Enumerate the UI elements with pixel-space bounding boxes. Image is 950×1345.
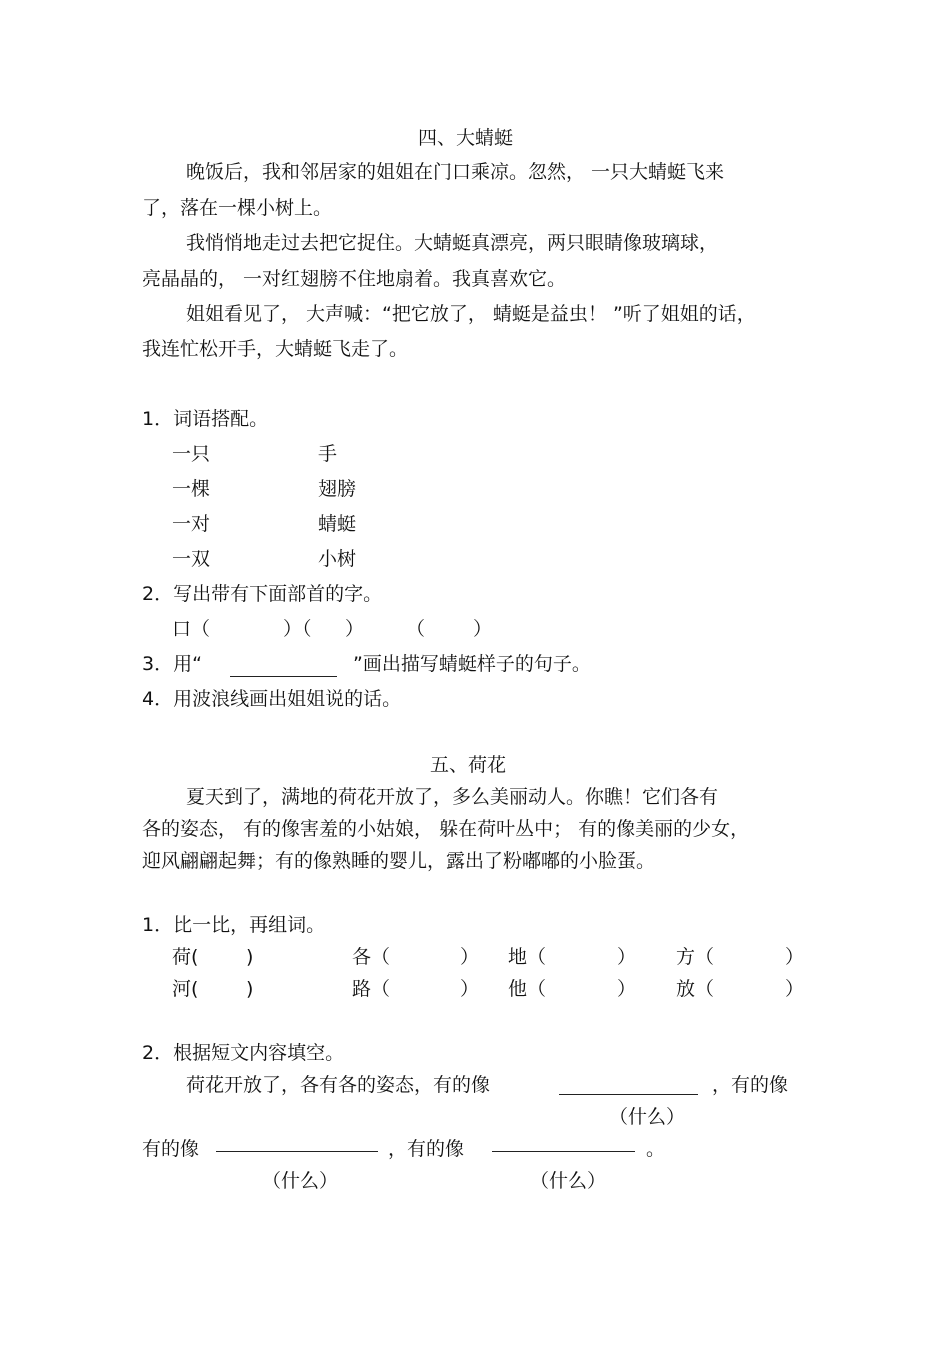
p4-q2-paren-3: （ (406, 618, 426, 640)
p5-q2-label: 2．根据短文内容填空。 (142, 1042, 345, 1064)
p4-q1-left-4: 一双 (172, 548, 211, 570)
p5-q2-hint-3: （什么） (530, 1170, 607, 1192)
p5-q1-r2-c4-close: ） (785, 978, 805, 1000)
p5-q2-blank-2[interactable] (216, 1151, 378, 1152)
p4-q1-label: 1．词语搭配。 (142, 408, 269, 430)
p4-q1-right-4: 小树 (318, 548, 357, 570)
passage4-line-4: 亮晶晶的， 一对红翅膀不住地扇着。我真喜欢它。 (142, 268, 567, 290)
passage5-line-1: 夏天到了，满地的荷花开放了，多么美丽动人。你瞧！它们各有 (186, 786, 719, 808)
p5-q1-label: 1．比一比，再组词。 (142, 914, 326, 936)
p4-q1-right-3: 蜻蜓 (318, 513, 357, 535)
p5-q1-r1-c3-open: 地（ (508, 946, 547, 968)
p4-q1-right-2: 翅膀 (318, 478, 357, 500)
p5-q2-hint-2: （什么） (262, 1170, 339, 1192)
passage4-line-3: 我悄悄地走过去把它捉住。大蜻蜓真漂亮，两只眼睛像玻璃球， (186, 232, 719, 254)
p5-q1-r2-c3-close: ） (617, 978, 637, 1000)
p5-q1-r2-c1-open: 河( (172, 978, 199, 1000)
p5-q1-r1-c2-close: ） (460, 946, 480, 968)
p5-q2-blank-3[interactable] (492, 1151, 635, 1152)
p5-q2-line2-c: 。 (646, 1138, 666, 1160)
p4-q3-label-b: ”画出描写蜻蜓样子的句子。 (353, 653, 591, 675)
passage5-title: 五、荷花 (430, 754, 507, 776)
p4-q2-paren-1: ）（ (283, 618, 312, 640)
p4-q2-paren-2: ） (345, 618, 365, 640)
p5-q1-r1-c3-close: ） (617, 946, 637, 968)
p5-q2-line1-b: ，有的像 (712, 1074, 789, 1096)
p5-q1-r1-c4-open: 方（ (676, 946, 715, 968)
p4-q2-label: 2．写出带有下面部首的字。 (142, 583, 383, 605)
p4-q1-left-2: 一棵 (172, 478, 211, 500)
p5-q2-blank-1[interactable] (559, 1094, 698, 1095)
p5-q1-r1-c1-close: ) (246, 946, 254, 968)
passage5-line-3: 迎风翩翩起舞；有的像熟睡的婴儿，露出了粉嘟嘟的小脸蛋。 (142, 850, 656, 872)
passage4-line-2: 了，落在一棵小树上。 (142, 197, 333, 219)
p5-q1-r2-c2-close: ） (460, 978, 480, 1000)
p4-q2-paren-4: ） (473, 618, 493, 640)
p4-q2-radical: 口（ (172, 618, 211, 640)
p5-q1-r2-c3-open: 他（ (508, 978, 547, 1000)
p5-q2-hint-1: （什么） (609, 1106, 686, 1128)
p4-q1-right-1: 手 (318, 443, 338, 465)
passage4-line-1: 晚饭后，我和邻居家的姐姐在门口乘凉。忽然， 一只大蜻蜓飞来 (186, 161, 725, 183)
p4-q3-underline-sample (230, 676, 337, 677)
p4-q1-left-1: 一只 (172, 443, 211, 465)
p4-q4-label: 4．用波浪线画出姐姐说的话。 (142, 688, 402, 710)
passage4-line-5: 姐姐看见了， 大声喊：“把它放了， 蜻蜓是益虫！ ”听了姐姐的话， (186, 303, 756, 325)
p4-q3-label-a: 3．用“ (142, 653, 202, 675)
p5-q1-r1-c1-open: 荷( (172, 946, 199, 968)
p5-q2-line1-a: 荷花开放了，各有各的姿态，有的像 (186, 1074, 491, 1096)
p5-q2-line2-b: ，有的像 (388, 1138, 465, 1160)
p5-q1-r2-c2-open: 路（ (352, 978, 391, 1000)
p4-q1-left-3: 一对 (172, 513, 211, 535)
passage4-line-6: 我连忙松开手，大蜻蜓飞走了。 (142, 338, 409, 360)
p5-q1-r2-c4-open: 放（ (676, 978, 715, 1000)
passage4-title: 四、大蜻蜓 (418, 127, 514, 149)
p5-q1-r1-c2-open: 各（ (352, 946, 391, 968)
passage5-line-2: 各的姿态， 有的像害羞的小姑娘， 躲在荷叶丛中； 有的像美丽的少女， (142, 818, 750, 840)
p5-q1-r1-c4-close: ） (785, 946, 805, 968)
p5-q2-line2-a: 有的像 (142, 1138, 200, 1160)
p5-q1-r2-c1-close: ) (246, 978, 254, 1000)
